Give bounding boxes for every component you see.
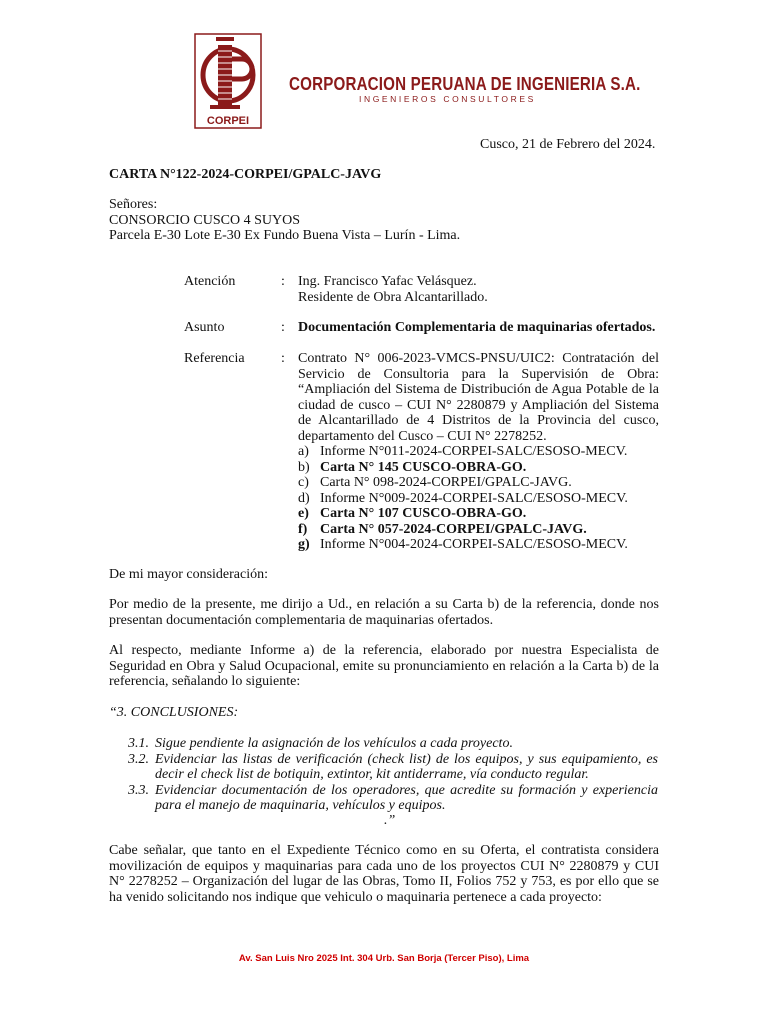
atencion-line1: Ing. Francisco Yafac Velásquez. — [298, 274, 477, 289]
greeting: De mi mayor consideración: — [109, 567, 269, 582]
ref-key: g) — [298, 537, 310, 552]
ref-key: d) — [298, 490, 310, 506]
list-item — [298, 522, 659, 538]
logo-text: CORPEI — [206, 115, 250, 127]
ref-text: Carta N° 145 CUSCO-OBRA-GO. — [320, 459, 527, 475]
ref-text: Carta N° 107 CUSCO-OBRA-GO. — [320, 506, 527, 521]
list-item — [128, 736, 658, 752]
company-subtitle: INGENIEROS CONSULTORES — [359, 93, 536, 104]
footer-address: Av. San Luis Nro 2025 Int. 304 Urb. San Borja (Tercer Piso), Lima — [238, 953, 530, 964]
referencia-value — [298, 351, 659, 553]
ref-key: e) — [298, 506, 309, 521]
corpei-logo-graphic — [194, 33, 262, 129]
asunto-label: Asunto — [184, 320, 225, 335]
corpei-logo — [194, 33, 262, 129]
conclusion-text: Evidenciar documentación de los operadores, que acredite su formación y experiencia para el manejo de maquinaria, vehículos y equipos. — [155, 782, 658, 813]
ref-key: f) — [298, 521, 308, 537]
letter-number: CARTA N°122-2024-CORPEI/GPALC-JAVG — [109, 167, 382, 182]
conclusion-number: 3.1. — [128, 736, 149, 751]
conclusion-number: 3.2. — [128, 751, 149, 767]
referencia-colon: : — [281, 351, 285, 366]
list-item — [298, 537, 659, 553]
recipient-block — [109, 197, 659, 244]
ref-text: Informe N°011-2024-CORPEI-SALC/ESOSO-MECV. — [320, 444, 628, 459]
atencion-colon: : — [281, 274, 285, 289]
asunto-colon: : — [281, 320, 285, 335]
conclusion-text: Evidenciar las listas de verificación (check list) de los equipos, y sus equipamiento, es decir el check list de botiquin, extintor, kit antiderrame, vía conducto regular. — [155, 751, 658, 782]
ref-key: c) — [298, 475, 309, 490]
ref-text: Carta N° 098-2024-CORPEI/GPALC-JAVG. — [320, 475, 572, 490]
salutation: Señores: — [109, 197, 158, 212]
paragraph-3: Cabe señalar, que tanto en el Expediente Técnico como en su Oferta, el contratista considera movilización de equipos y maquinarias para cada uno de los proyectos CUI N° 2280879 y CUI N° 2278252 – Organización del lugar de las Obras, Tomo II, Folios 752 y 753, es por ello que se ha venido solicitando nos indique que vehiculo o maquinaria pertenece a cada proyecto: — [109, 843, 659, 905]
recipient-address: Parcela E-30 Lote E-30 Ex Fundo Buena Vista – Lurín - Lima. — [109, 228, 461, 243]
conclusion-text: Sigue pendiente la asignación de los vehículos a cada proyecto. — [155, 736, 513, 751]
paragraph-2: Al respecto, mediante Informe a) de la referencia, elaborado por nuestra Especialista de Seguridad en Obra y Salud Ocupacional, emite su pronunciamiento en relación a la Carta b) de la referencia, señalando lo siguiente: — [109, 643, 659, 689]
referencia-label: Referencia — [184, 351, 245, 366]
ref-text: Informe N°004-2024-CORPEI-SALC/ESOSO-MECV. — [320, 537, 628, 552]
conclusions-heading: “3. CONCLUSIONES: — [109, 705, 239, 720]
company-name: CORPORACION PERUANA DE INGENIERIA S.A. — [289, 73, 641, 94]
paragraph-1: Por medio de la presente, me dirijo a Ud., en relación a su Carta b) de la referencia, donde nos presentan documentación complementaria de maquinarias ofertados. — [109, 597, 659, 628]
ref-text: Informe N°009-2024-CORPEI-SALC/ESOSO-MECV. — [320, 490, 628, 506]
ref-key: b) — [298, 459, 310, 475]
list-item — [128, 752, 658, 783]
referencia-text: Contrato N° 006-2023-VMCS-PNSU/UIC2: Contratación del Servicio de Consultoria para la Supervisión de Obra: “Ampliación del Sistema de Distribución de Agua Potable de la ciudad de cusco – CUI N° 2280879 y Ampliación del Sistema de Alcantarillado de 4 Distritos de la Provincia del cusco, departamento del Cusco – CUI N° 2278252. — [298, 351, 659, 444]
list-item — [298, 506, 659, 522]
list-item — [298, 444, 659, 460]
conclusion-number: 3.3. — [128, 782, 149, 798]
ref-text: Carta N° 057-2024-CORPEI/GPALC-JAVG. — [320, 521, 587, 537]
list-item — [128, 783, 658, 814]
atencion-line2: Residente de Obra Alcantarillado. — [298, 289, 488, 305]
list-item — [298, 491, 659, 507]
reference-list — [298, 444, 659, 553]
recipient-name: CONSORCIO CUSCO 4 SUYOS — [109, 212, 300, 228]
quote-close: .” — [384, 813, 396, 828]
asunto-value: Documentación Complementaria de maquinarias ofertados. — [298, 320, 656, 335]
company-header — [289, 73, 718, 107]
list-item — [298, 475, 659, 491]
conclusions-list — [128, 736, 658, 814]
list-item — [298, 460, 659, 476]
atencion-label: Atención — [184, 274, 236, 289]
letter-date: Cusco, 21 de Febrero del 2024. — [480, 137, 656, 152]
atencion-value — [298, 274, 659, 305]
ref-key: a) — [298, 444, 309, 459]
